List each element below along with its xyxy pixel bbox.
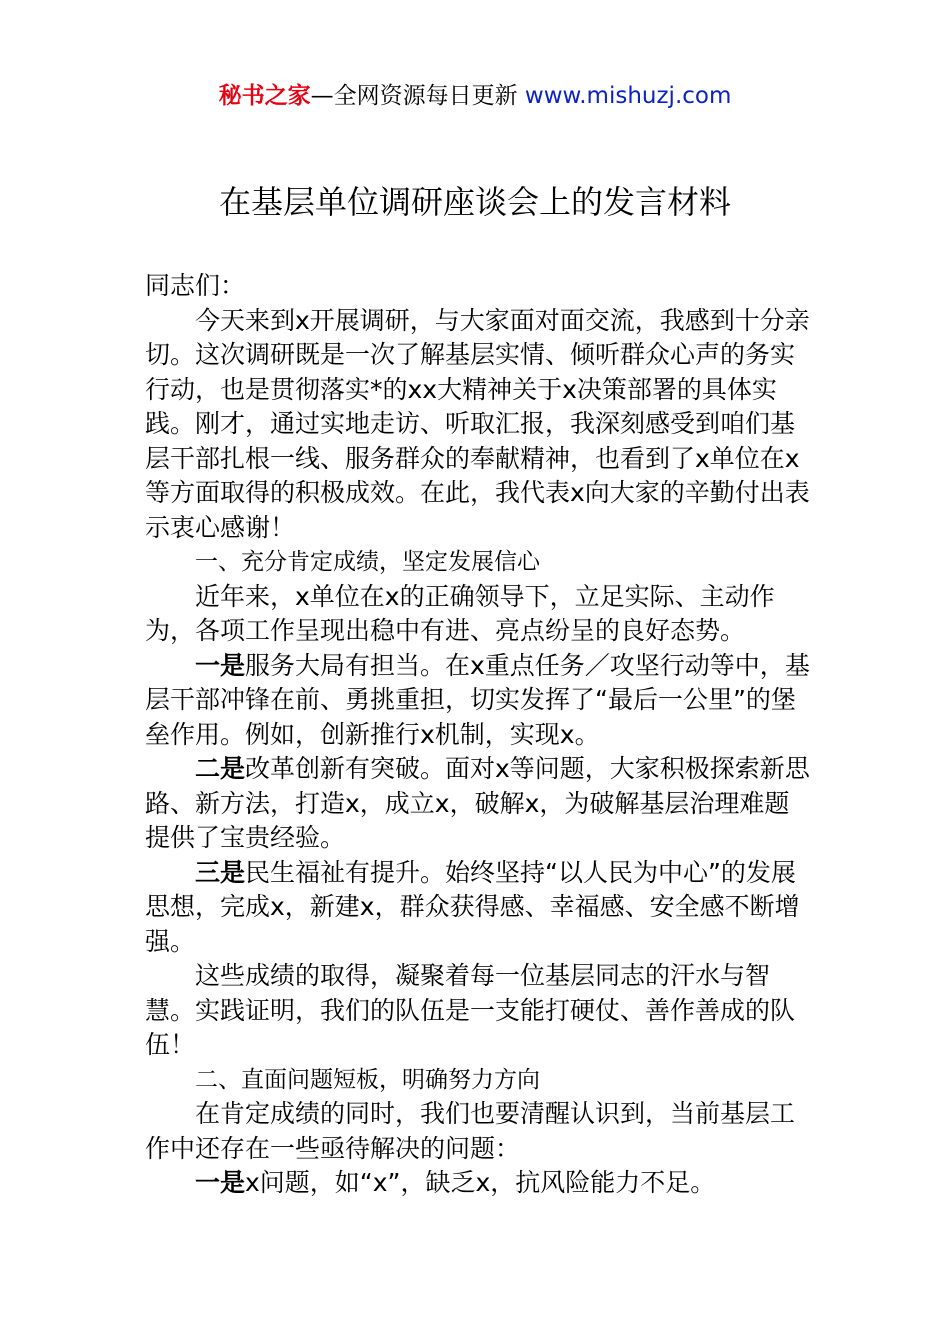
point-text: 改革创新有突破。面对x等问题，大家积极探索新思路、新方法，打造x，成立x，破解x，为破解基层治理难题提供了宝贵经验。 (145, 754, 810, 852)
document-body (145, 269, 811, 1201)
point-lead: 一是 (195, 650, 246, 680)
site-tagline: —全网资源每日更新 (310, 83, 525, 109)
site-url-link[interactable]: www.mishuzj.com (524, 83, 732, 109)
opening-paragraph: 今天来到x开展调研，与大家面对面交流，我感到十分亲切。这次调研既是一次了解基层实情、倾听群众心声的务实行动，也是贯彻落实*的xx大精神关于x决策部署的具体实践。刚才，通过实地走访、听取汇报，我深刻感受到咱们基层干部扎根一线、服务群众的奉献精神，也看到了x单位在x等方面取得的积极成效。在此，我代表x向大家的辛勤付出表示衷心感谢！ (145, 305, 810, 542)
section-1-point-2 (145, 752, 811, 856)
point-text: 服务大局有担当。在x重点任务／攻坚行动等中，基层干部冲锋在前、勇挑重担，切实发挥了“最后一公里”的堡垒作用。例如，创新推行x机制，实现x。 (145, 650, 810, 749)
section-2-intro: 在肯定成绩的同时，我们也要清醒认识到，当前基层工作中还存在一些亟待解决的问题： (145, 1099, 796, 1163)
section-1-point-3 (145, 856, 811, 960)
point-lead: 一是 (195, 1168, 246, 1197)
point-text: 民生福祉有提升。始终坚持“以人民为中心”的发展思想，完成x，新建x，群众获得感、幸福感、安全感不断增强。 (145, 857, 800, 956)
site-brand: 秘书之家 (218, 83, 311, 109)
point-lead: 二是 (195, 754, 246, 783)
document-title: 在基层单位调研座谈会上的发言材料 (218, 183, 731, 221)
section-heading-1: 一、充分肯定成绩，坚定发展信心 (195, 549, 540, 575)
section-2-point-1 (145, 1166, 811, 1201)
section-1-conclusion: 这些成绩的取得，凝聚着每一位基层同志的汗水与智慧。实践证明，我们的队伍是一支能打硬仗、善作善成的队伍！ (145, 961, 796, 1059)
section-1-intro: 近年来，x单位在x的正确领导下，立足实际、主动作为，各项工作呈现出稳中有进、亮点纷呈的良好态势。 (145, 581, 775, 645)
section-1-point-1 (145, 649, 811, 753)
section-heading-2: 二、直面问题短板，明确努力方向 (195, 1066, 540, 1093)
point-lead: 三是 (195, 857, 246, 887)
site-header (0, 80, 950, 112)
greeting: 同志们： (145, 271, 246, 300)
point-text: x问题，如“x”，缺乏x，抗风险能力不足。 (245, 1168, 716, 1197)
